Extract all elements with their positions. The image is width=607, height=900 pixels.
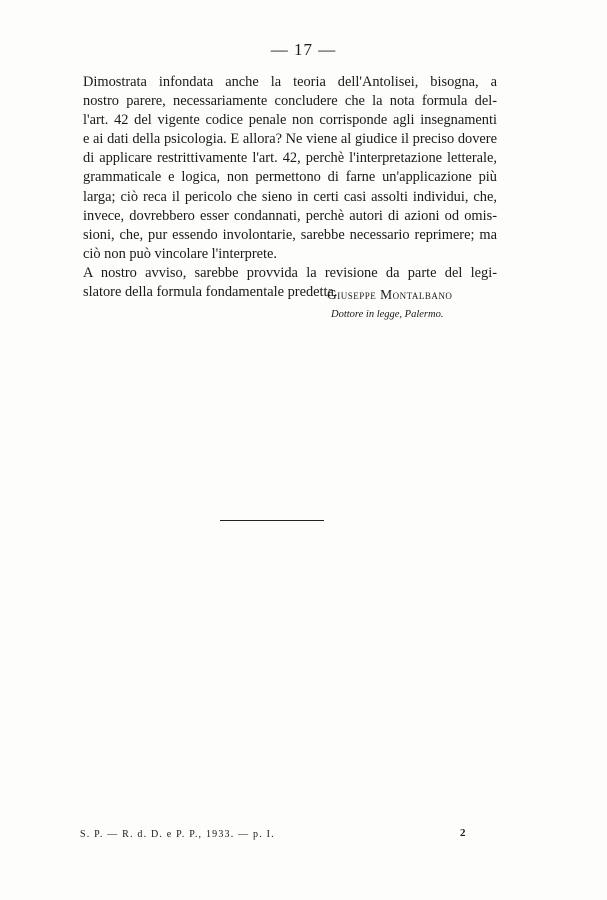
text-line: nostro parere, necessariamente concludere che la nota formula del- [83, 93, 497, 110]
text-line: larga; ciò reca il pericolo che sieno in certi casi assolti individui, che, [83, 188, 497, 205]
page-number: — 17 — [270, 40, 337, 59]
text-line: grammaticale e logica, non permettono di farne un'applicazione più [83, 169, 497, 186]
text-line: ciò non può vincolare l'interprete. [83, 245, 277, 262]
author-affiliation: Dottore in legge, Palermo. [331, 309, 444, 320]
section-divider [220, 520, 324, 521]
body-text [83, 73, 497, 302]
text-line: e ai dati della psicologia. E allora? Ne viene al giudice il preciso dovere [83, 131, 497, 148]
text-line: invece, dovrebbero esser condannati, perchè autori di azioni od omis- [83, 207, 497, 224]
text-line: Dimostrata infondata anche la teoria dell'Antolisei, bisogna, a [83, 74, 497, 90]
text-line: slatore della formula fondamentale predetta. [83, 284, 338, 301]
text-line: di applicare restrittivamente l'art. 42, perchè l'interpretazione letterale, [83, 150, 497, 167]
text-line: l'art. 42 del vigente codice penale non corrisponde agli insegnamenti [83, 112, 497, 129]
text-line: A nostro avviso, sarebbe provvida la revisione da parte del legi- [83, 264, 497, 281]
paragraph-1 [83, 73, 497, 264]
text-line: sioni, che, pur essendo involontarie, sarebbe necessario reprimere; ma [83, 226, 497, 243]
footer-signature-mark: 2 [460, 827, 466, 839]
author-name: Giuseppe Montalbano [327, 287, 453, 302]
footer-citation: S. P. — R. d. D. e P. P., 1933. — p. I. [80, 829, 275, 840]
